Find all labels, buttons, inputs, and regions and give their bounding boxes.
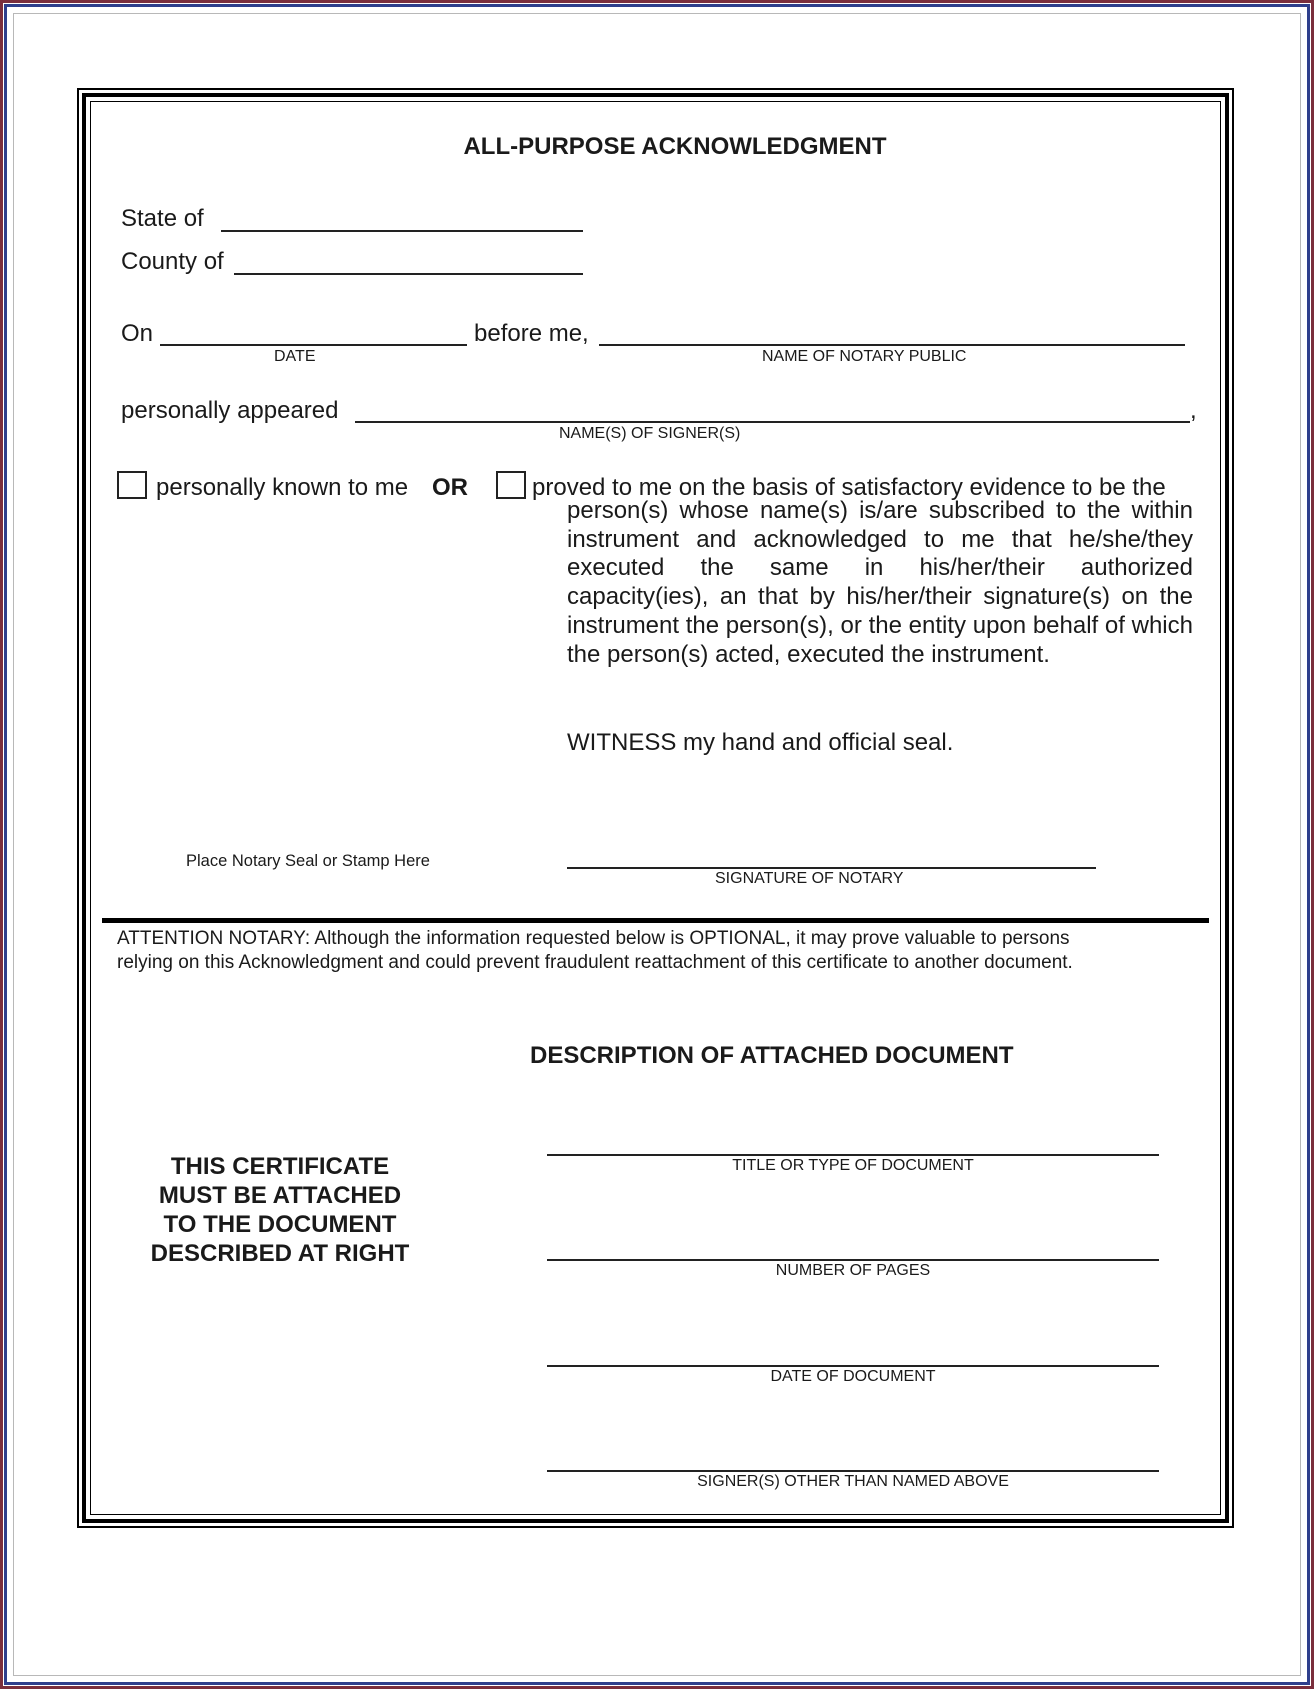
certificate-notice-line: THIS CERTIFICATE xyxy=(170,1153,390,1180)
signature-field[interactable] xyxy=(567,867,1096,869)
page-count-field[interactable] xyxy=(547,1259,1159,1261)
date-field[interactable] xyxy=(160,344,467,346)
known-label: personally known to me xyxy=(156,474,409,501)
witness-text: WITNESS my hand and official seal. xyxy=(567,729,954,756)
date-caption: DATE xyxy=(274,348,316,365)
before-me-label: before me, xyxy=(474,320,589,347)
form-title: ALL-PURPOSE ACKNOWLEDGMENT xyxy=(463,133,887,160)
proved-checkbox[interactable] xyxy=(496,471,526,499)
or-label: OR xyxy=(432,474,468,501)
form-border-inner xyxy=(90,101,1221,1515)
certificate-notice-line: MUST BE ATTACHED xyxy=(158,1182,402,1209)
certificate-notice xyxy=(130,1152,430,1268)
description-title: DESCRIPTION OF ATTACHED DOCUMENT xyxy=(530,1042,1014,1069)
document-date-caption: DATE OF DOCUMENT xyxy=(770,1368,936,1385)
state-field[interactable] xyxy=(221,230,583,232)
state-label: State of xyxy=(121,205,204,232)
certificate-notice-line: TO THE DOCUMENT xyxy=(163,1211,397,1238)
signature-caption: SIGNATURE OF NOTARY xyxy=(715,870,904,887)
page-count-caption: NUMBER OF PAGES xyxy=(775,1262,931,1279)
notary-name-caption: NAME OF NOTARY PUBLIC xyxy=(762,348,967,365)
document-title-field[interactable] xyxy=(547,1154,1159,1156)
document-title-caption: TITLE OR TYPE OF DOCUMENT xyxy=(732,1157,974,1174)
county-field[interactable] xyxy=(234,273,583,275)
on-label: On xyxy=(121,320,154,347)
appeared-label: personally appeared xyxy=(121,397,339,424)
seal-text: Place Notary Seal or Stamp Here xyxy=(186,852,430,870)
other-signers-caption: SIGNER(S) OTHER THAN NAMED ABOVE xyxy=(697,1473,1009,1490)
proved-paragraph: person(s) whose name(s) is/are subscribed to the within instrument and acknowledged to me that he/she/they executed the same in his/her/their authorized capacity(ies), an that by his/her/their signature(s) on the instrument the person(s), or the entity upon behalf of which the person(s) acted, executed the instrument. xyxy=(567,497,1193,668)
other-signers-field[interactable] xyxy=(547,1470,1159,1472)
notary-name-field[interactable] xyxy=(599,344,1185,346)
appeared-comma: , xyxy=(1190,397,1197,424)
signers-caption: NAME(S) OF SIGNER(S) xyxy=(559,425,741,442)
known-checkbox[interactable] xyxy=(117,471,147,499)
attention-line-1: ATTENTION NOTARY: Although the information requested below is OPTIONAL, it may prove valuable to persons xyxy=(117,928,1070,949)
document-date-field[interactable] xyxy=(547,1365,1159,1367)
proved-label: proved to me on the basis of satisfactory evidence to be the xyxy=(532,474,1166,501)
attention-line-2: relying on this Acknowledgment and could prevent fraudulent reattachment of this certificate to another document. xyxy=(117,952,1073,973)
signers-field[interactable] xyxy=(355,421,1190,423)
section-divider xyxy=(102,918,1209,923)
certificate-notice-line: DESCRIBED AT RIGHT xyxy=(150,1240,410,1267)
county-label: County of xyxy=(121,248,224,275)
